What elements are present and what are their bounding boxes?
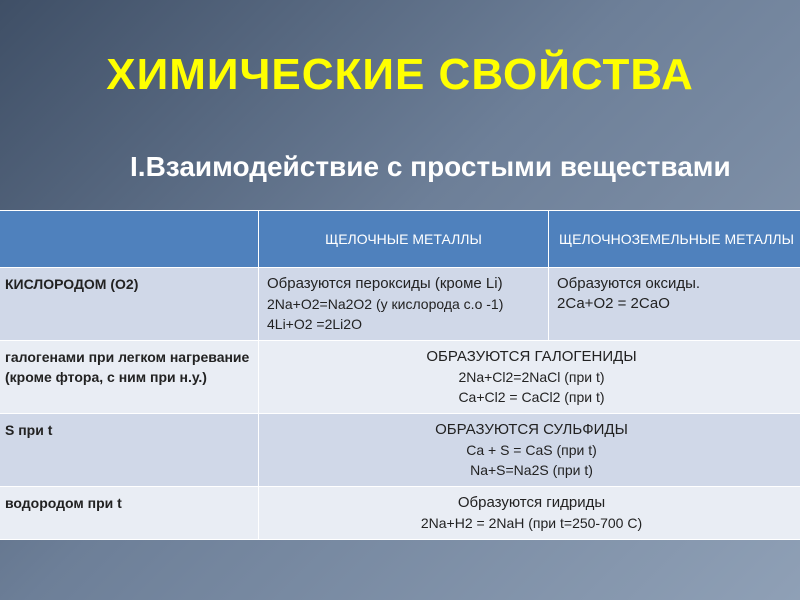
- header-empty-cell: [0, 211, 259, 268]
- subtitle-numbering: I.: [130, 151, 146, 182]
- subtitle-text: Взаимодействие с простыми веществами: [145, 151, 731, 182]
- table-header-row: [0, 211, 800, 268]
- row-label: S при t: [0, 414, 259, 487]
- cell-line: Ca+Cl2 = CaCl2 (при t): [458, 389, 605, 405]
- cell-line: 2Na+O2=Na2O2 (у кислорода с.о -1): [267, 296, 504, 312]
- cell-line: Образуются пероксиды (кроме Li): [267, 275, 503, 292]
- cell-line: 2Na+H2 = 2NaH (при t=250-700 C): [420, 515, 643, 531]
- header-alkali-metals: ЩЕЛОЧНЫЕ МЕТАЛЛЫ: [259, 211, 549, 268]
- slide-title: ХИМИЧЕСКИЕ СВОЙСТВА: [106, 50, 694, 99]
- alkaline-earth-cell: [549, 268, 800, 341]
- table-row-hydrogen: [0, 487, 800, 540]
- table-row-halogens: [0, 341, 800, 414]
- header-alkaline-earth-metals: ЩЕЛОЧНОЗЕМЕЛЬНЫЕ МЕТАЛЛЫ: [549, 211, 800, 268]
- table-row-oxygen: [0, 268, 800, 341]
- cell-line: Образуются оксиды.: [557, 275, 701, 292]
- cell-line: Образуются гидриды: [457, 494, 606, 511]
- slide-subtitle: [130, 150, 750, 202]
- row-label: водородом при t: [0, 487, 259, 540]
- cell-line: 2Са+О2 = 2СаО: [557, 295, 670, 312]
- properties-table: [0, 210, 800, 540]
- cell-line: ОБРАЗУЮТСЯ СУЛЬФИДЫ: [435, 421, 628, 438]
- cell-line: ОБРАЗУЮТСЯ ГАЛОГЕНИДЫ: [426, 348, 637, 365]
- table-row-sulfur: [0, 414, 800, 487]
- cell-line: Na+S=Na2S (при t): [470, 462, 593, 478]
- alkali-cell: [259, 268, 549, 341]
- merged-cell: [259, 414, 800, 487]
- cell-line: 2Na+Cl2=2NaCl (при t): [458, 369, 605, 385]
- cell-line: 4Li+O2 =2Li2O: [267, 316, 362, 332]
- row-label: КИСЛОРОДОМ (О2): [0, 268, 259, 341]
- row-label: галогенами при легком нагревание (кроме фтора, с ним при н.у.): [0, 341, 259, 414]
- cell-line: Ca + S = CaS (при t): [466, 442, 597, 458]
- merged-cell: [259, 487, 800, 540]
- merged-cell: [259, 341, 800, 414]
